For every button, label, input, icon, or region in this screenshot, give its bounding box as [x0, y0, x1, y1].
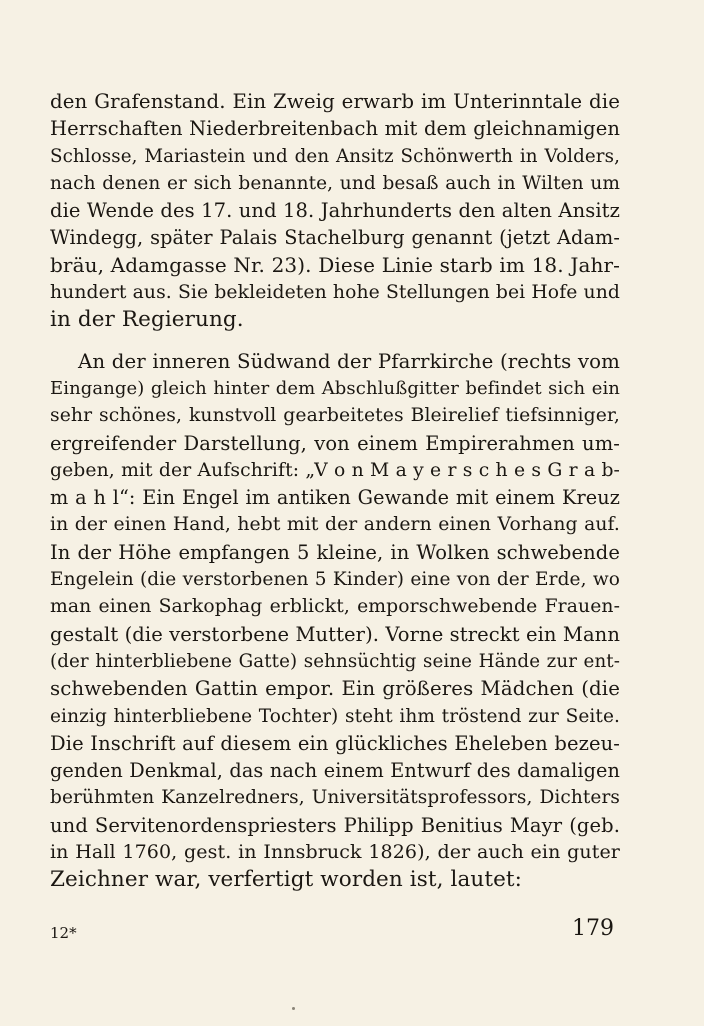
- paper-speck: [292, 1007, 295, 1010]
- paragraph-1: [50, 88, 620, 334]
- page-number: 179: [572, 916, 614, 941]
- text-line: und Servitenordenspriesters Philipp Benitius Mayr (geb.: [50, 813, 620, 837]
- text-line: den Grafenstand. Ein Zweig erwarb im Unterinntale die: [50, 90, 620, 113]
- text-line: In der Höhe empfangen 5 kleine, in Wolken schwebende: [50, 540, 620, 564]
- text-line: man einen Sarkophag erblickt, emporschwebende Frauen-: [50, 596, 620, 618]
- text-line: einzig hinterbliebene Tochter) steht ihm tröstend zur Seite.: [50, 705, 620, 727]
- page-body: [50, 88, 620, 894]
- page-footer: [50, 916, 614, 946]
- text-line: berühmten Kanzelredners, Universitätsprofessors, Dichters: [50, 787, 620, 809]
- text-line: sehr schönes, kunstvoll gearbeitetes Bleirelief tiefsinniger,: [50, 405, 620, 427]
- text-line: Eingange) gleich hinter dem Abschlußgitter befindet sich ein: [50, 377, 620, 399]
- text-line: ergreifender Darstellung, von einem Empirerahmen um-: [50, 431, 620, 455]
- printer-signature: 12*: [50, 924, 77, 942]
- text-line: An der inneren Südwand der Pfarrkirche (rechts vom: [78, 349, 620, 373]
- text-line: geben, mit der Aufschrift: „V o n M a y e r s c h e s G r a b-: [50, 459, 620, 481]
- text-line: m a h l“: Ein Engel im antiken Gewande mit einem Kreuz: [50, 486, 620, 510]
- text-line: Engelein (die verstorbenen 5 Kinder) eine von der Erde, wo: [50, 569, 620, 591]
- text-line: Die Inschrift auf diesem ein glückliches Eheleben bezeu-: [50, 731, 620, 755]
- text-line: Schlosse, Mariastein und den Ansitz Schönwerth in Volders,: [50, 145, 620, 167]
- text-line: Windegg, später Palais Stachelburg genannt (jetzt Adam-: [50, 226, 620, 250]
- text-line: Herrschaften Niederbreitenbach mit dem gleichnamigen: [50, 117, 620, 141]
- text-line: in der einen Hand, hebt mit der andern einen Vorhang auf.: [50, 514, 620, 536]
- text-line: gestalt (die verstorbene Mutter). Vorne streckt ein Mann: [50, 622, 620, 646]
- text-line: in Hall 1760, gest. in Innsbruck 1826), der auch ein guter: [50, 841, 620, 864]
- text-line: genden Denkmal, das nach einem Entwurf des damaligen: [50, 759, 620, 783]
- text-line: Zeichner war, verfertigt worden ist, lautet:: [50, 867, 522, 893]
- text-line: bräu, Adamgasse Nr. 23). Diese Linie starb im 18. Jahr-: [50, 252, 620, 277]
- text-line: die Wende des 17. und 18. Jahrhunderts den alten Ansitz: [50, 199, 620, 223]
- text-line: hundert aus. Sie bekleideten hohe Stellungen bei Hofe und: [50, 282, 620, 304]
- paragraph-gap: [50, 334, 620, 348]
- text-line: (der hinterbliebene Gatte) sehnsüchtig seine Hände zur ent-: [50, 650, 620, 672]
- text-line: nach denen er sich benannte, und besaß auch in Wilten um: [50, 172, 620, 194]
- paragraph-2: [50, 348, 620, 894]
- text-line: in der Regierung.: [50, 307, 244, 333]
- text-line: schwebenden Gattin empor. Ein größeres Mädchen (die: [50, 677, 620, 701]
